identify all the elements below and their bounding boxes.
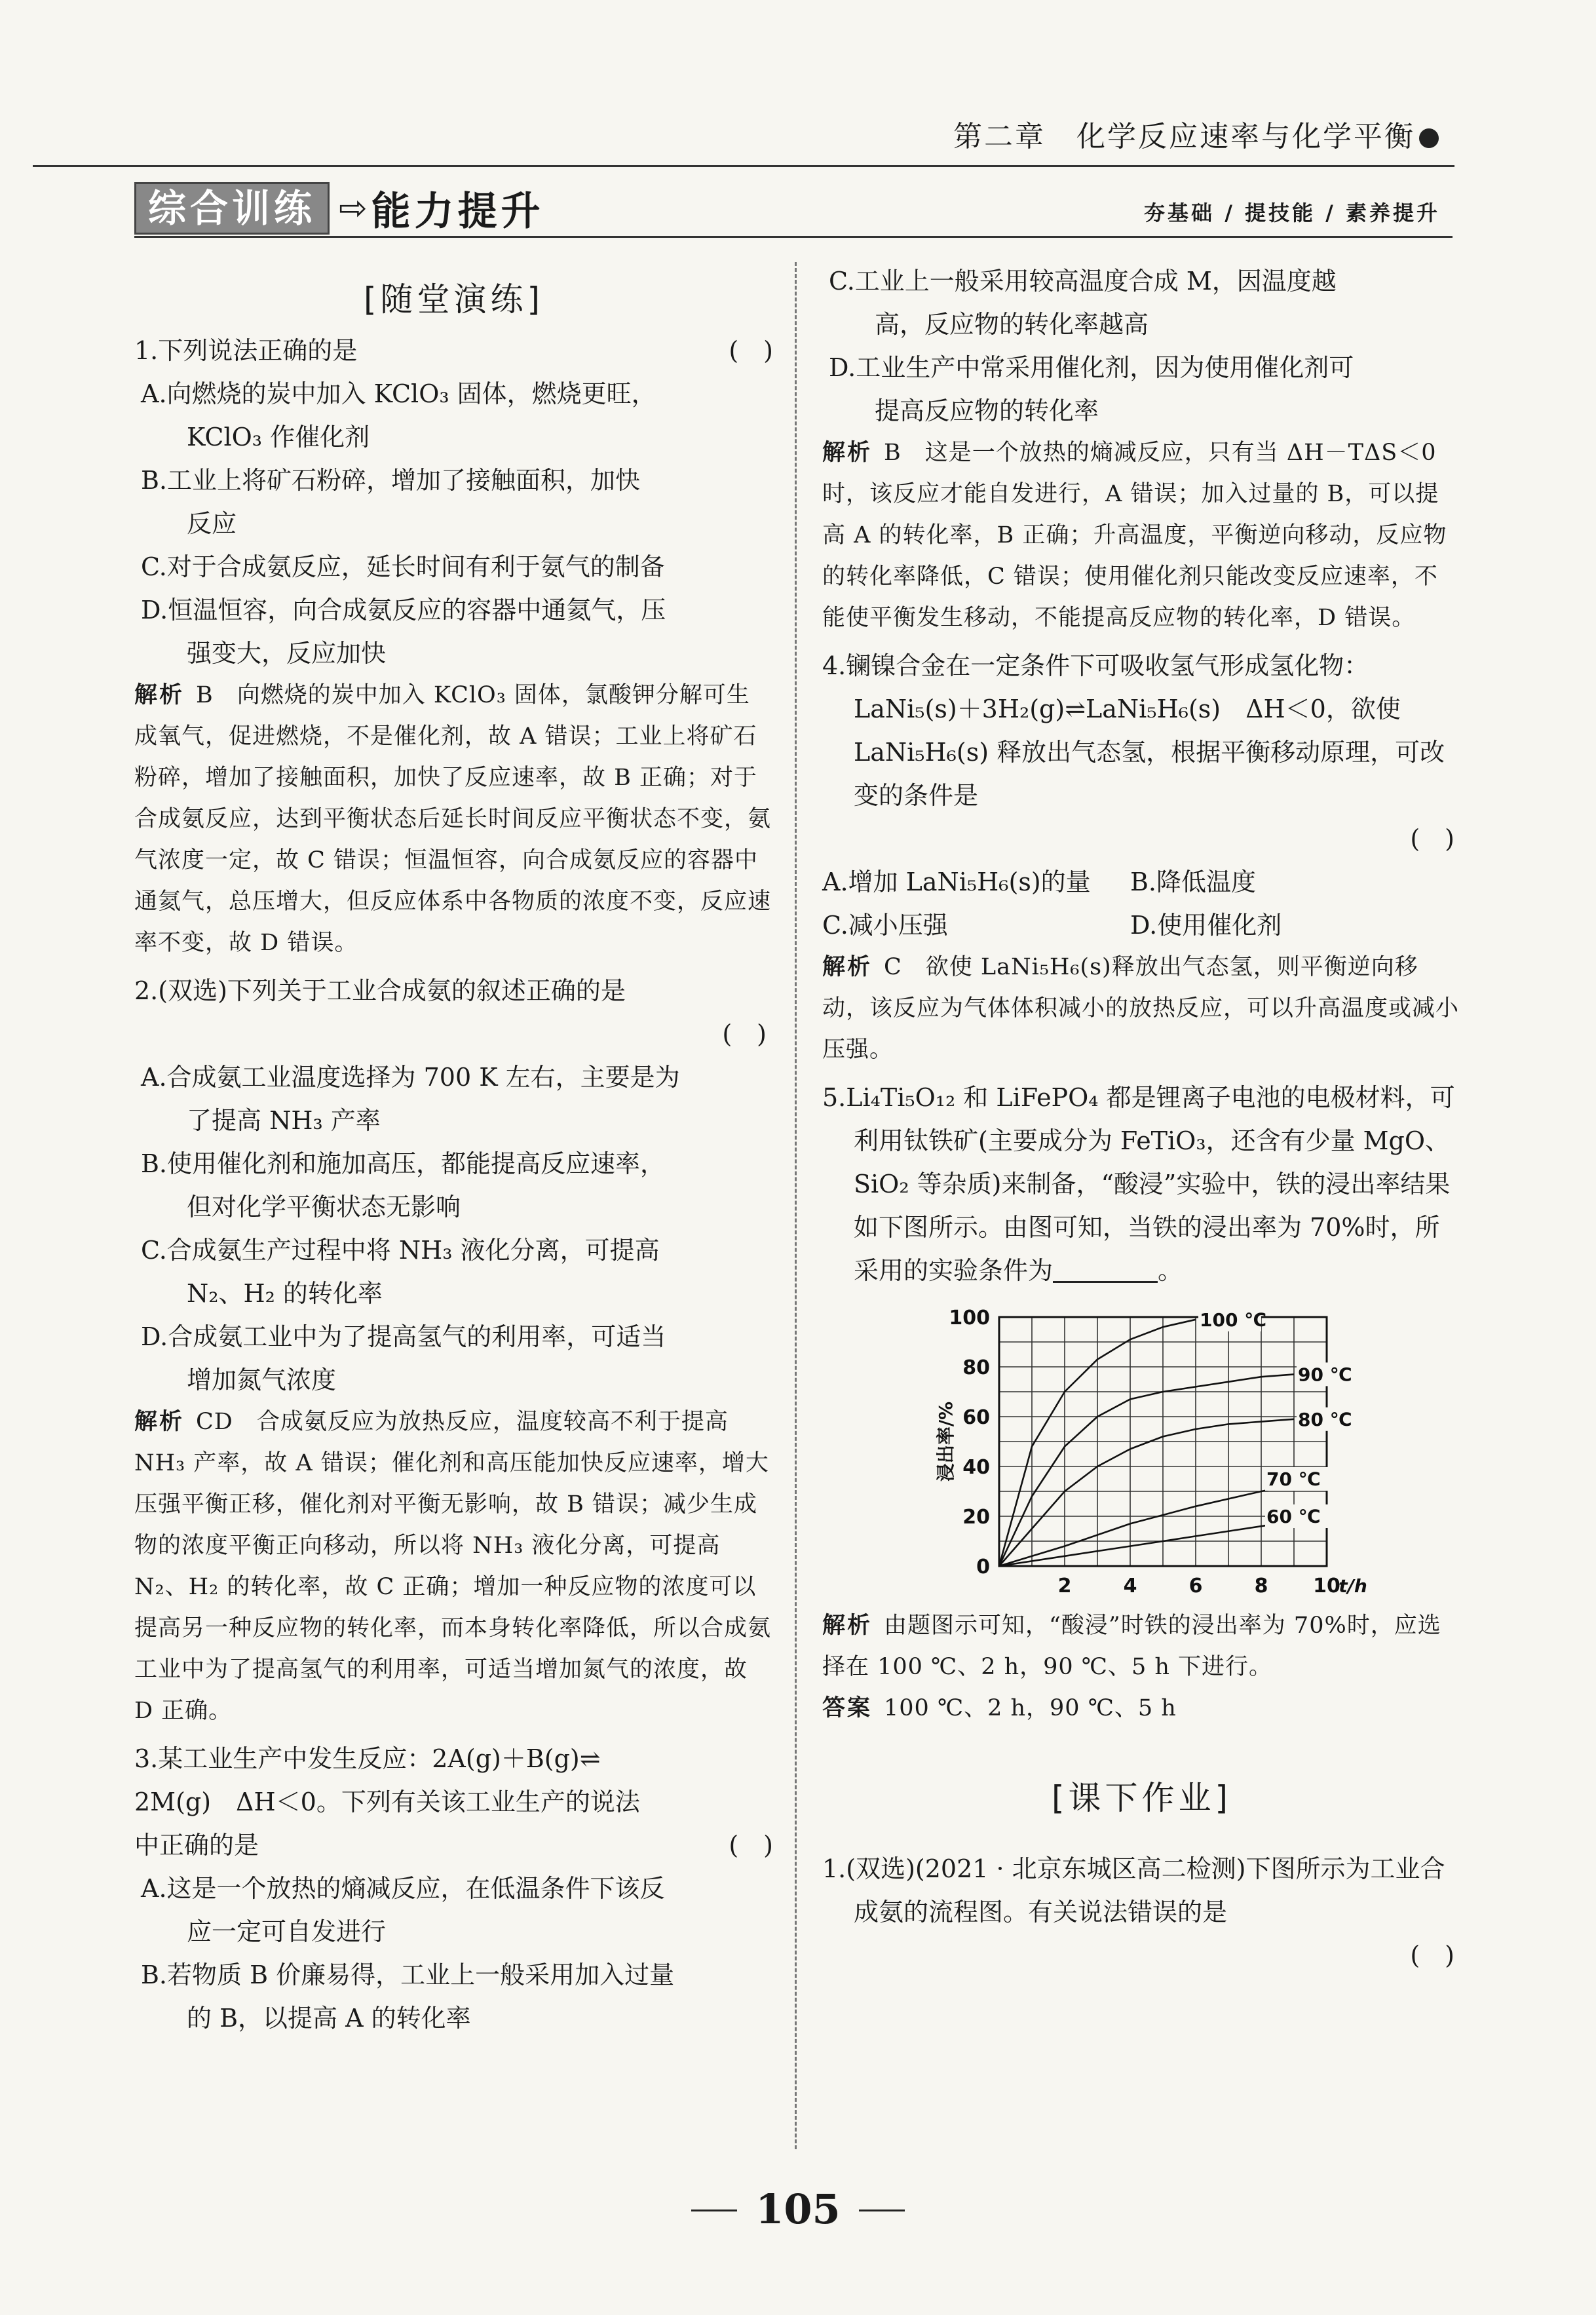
option-a: A.向燃烧的炭中加入 KClO₃ 固体，燃烧更旺， bbox=[141, 379, 656, 408]
answer-blank[interactable] bbox=[1053, 1255, 1158, 1283]
series-label: 60 ℃ bbox=[1266, 1506, 1321, 1527]
option-d-cont: 增加氮气浓度 bbox=[187, 1366, 337, 1394]
option-c: C.对于合成氨反应，延长时间有利于氨气的制备 bbox=[141, 552, 665, 581]
header-rule bbox=[33, 165, 1454, 167]
option-c-cont: 高，反应物的转化率越高 bbox=[875, 310, 1149, 339]
option-c: C.工业上一般采用较高温度合成 M，因温度越 bbox=[829, 267, 1337, 296]
question-5 bbox=[822, 1076, 1461, 1729]
question-2 bbox=[134, 969, 773, 1732]
option-c: C.减小压强 bbox=[822, 911, 948, 940]
answer-paren: ( ) bbox=[1410, 824, 1454, 853]
series-label: 80 ℃ bbox=[1298, 1408, 1352, 1430]
question-3-cont bbox=[822, 259, 1461, 639]
question-3 bbox=[134, 1737, 773, 2040]
bullet-icon bbox=[1419, 128, 1439, 148]
analysis: 解析 CD 合成氨反应为放热反应，温度较高不利于提高 NH₃ 产率，故 A 错误；催化剂和高压能加快反应速率，增大压强平衡正移，催化剂对平衡无影响，故 B 错误；减少生成物的浓度平衡正向移动，所以将 NH₃ 液化分离，可提高 N₂、H₂ 的转化率，故 C 正确；增加一种反应物的浓度可以提高另一种反应物的转化率，而本身转化率降低，所以合成氨工业中为了提高氢气的利用率，可适当增加氮气的浓度，故 D 正确。 bbox=[134, 1409, 772, 1724]
x-tick-label: 2 bbox=[1057, 1575, 1072, 1598]
x-tick-label: 4 bbox=[1123, 1575, 1137, 1598]
question-stem: 4.镧镍合金在一定条件下可吸收氢气形成氢化物：LaNi₅(s)＋3H₂(g)⇌LaNi₅H₆(s) ΔH＜0，欲使 LaNi₅H₆(s) 释放出气态氢，根据平衡移动原理，可改变的条件是 bbox=[822, 651, 1445, 810]
option-d-cont: 提高反应物的转化率 bbox=[875, 396, 1099, 425]
chapter-header: 第二章 化学反应速率与化学平衡 bbox=[953, 113, 1439, 155]
chart-ticks bbox=[949, 1307, 1340, 1598]
column-divider bbox=[795, 262, 797, 2149]
option-a-cont: KClO₃ 作催化剂 bbox=[187, 423, 370, 451]
series-label: 90 ℃ bbox=[1298, 1364, 1352, 1386]
banner-tagline: 夯基础 / 提技能 / 素养提升 bbox=[1144, 201, 1440, 225]
option-d: D.恒温恒容，向合成氨反应的容器中通氦气，压 bbox=[141, 596, 666, 624]
options-row-2 bbox=[822, 904, 1461, 947]
option-b: B.若物质 B 价廉易得，工业上一般采用加入过量 bbox=[141, 1961, 675, 1989]
section-banner bbox=[134, 182, 544, 235]
question-stem: 5.Li₄Ti₅O₁₂ 和 LiFePO₄ 都是锂离子电池的电极材料，可利用钛铁矿(主要成分为 FeTiO₃，还含有少量 MgO、SiO₂ 等杂质)来制备，“酸浸”实验中，铁的浸出率结果如下图所示。由图可知，当铁的浸出率为 70%时，所采用的实验条件为 。 bbox=[822, 1083, 1455, 1285]
y-axis-label: 浸出率/% bbox=[935, 1401, 957, 1482]
question-stem: 3.某工业生产中发生反应：2A(g)＋B(g)⇌ bbox=[134, 1744, 601, 1773]
chart-grid bbox=[999, 1317, 1327, 1566]
option-d: D.合成氨工业中为了提高氢气的利用率，可适当 bbox=[141, 1322, 666, 1351]
option-b: B.使用催化剂和施加高压，都能提高反应速率， bbox=[141, 1149, 666, 1178]
option-a: A.这是一个放热的熵减反应，在低温条件下该反 bbox=[141, 1874, 665, 1903]
arrow-right-icon: ⇨ bbox=[339, 189, 368, 228]
x-axis-label: t/h bbox=[1339, 1575, 1367, 1597]
series-line bbox=[999, 1374, 1294, 1566]
answer-paren: ( ) bbox=[722, 1020, 767, 1048]
right-column bbox=[822, 259, 1461, 1977]
banner-title: 能力提升 bbox=[371, 189, 544, 235]
homework-question-1 bbox=[822, 1847, 1461, 1977]
banner-rule bbox=[134, 236, 1453, 238]
x-tick-label: 8 bbox=[1254, 1575, 1268, 1598]
series-label: 100 ℃ bbox=[1200, 1309, 1267, 1331]
page-number: 105 bbox=[0, 2185, 1596, 2233]
y-tick-label: 100 bbox=[949, 1307, 990, 1330]
option-d: D.工业生产中常采用催化剂，因为使用催化剂可 bbox=[829, 353, 1354, 382]
series-label: 70 ℃ bbox=[1266, 1468, 1321, 1490]
x-tick-label: 6 bbox=[1188, 1575, 1203, 1598]
answer-paren: ( ) bbox=[1410, 1941, 1454, 1970]
option-a: A.增加 LaNi₅H₆(s)的量 bbox=[822, 868, 1091, 896]
option-d: D.使用催化剂 bbox=[1130, 911, 1282, 940]
option-d-cont: 强变大，反应加快 bbox=[187, 639, 387, 668]
option-b: B.工业上将矿石粉碎，增加了接触面积，加快 bbox=[141, 466, 641, 495]
analysis: 解析 由题图示可知，“酸浸”时铁的浸出率为 70%时，应选择在 100 ℃、2 h，90 ℃、5 h 下进行。 bbox=[822, 1613, 1441, 1680]
option-c: C.合成氨生产过程中将 NH₃ 液化分离，可提高 bbox=[141, 1236, 660, 1265]
question-1 bbox=[134, 329, 773, 964]
option-a-cont: 了提高 NH₃ 产率 bbox=[187, 1106, 381, 1135]
option-c-cont: N₂、H₂ 的转化率 bbox=[187, 1279, 383, 1308]
question-stem-cont: 2M(g) ΔH＜0。下列有关该工业生产的说法 bbox=[134, 1788, 640, 1816]
question-stem: 2.(双选)下列关于工业合成氨的叙述正确的是 bbox=[134, 976, 626, 1005]
y-tick-label: 20 bbox=[962, 1506, 990, 1529]
analysis: 解析 B 这是一个放热的熵减反应，只有当 ΔH－TΔS＜0 时，该反应才能自发进行，A 错误；加入过量的 B，可以提高 A 的转化率，B 正确；升高温度，平衡逆向移动，反应物的转化率降低，C 错误；使用催化剂只能改变反应速率，不能使平衡发生移动，不能提高反应物的转化率，D 错误。 bbox=[822, 440, 1447, 631]
option-b: B.降低温度 bbox=[1130, 868, 1257, 896]
option-b-cont: 的 B，以提高 A 的转化率 bbox=[187, 2004, 471, 2033]
question-stem: 1.(双选)(2021 · 北京东城区高二检测)下图所示为工业合成氨的流程图。有关说法错误的是 bbox=[822, 1854, 1445, 1926]
analysis: 解析 C 欲使 LaNi₅H₆(s)释放出气态氢，则平衡逆向移动，该反应为气体体积减小的放热反应，可以升高温度或减小压强。 bbox=[822, 954, 1460, 1063]
y-tick-label: 40 bbox=[962, 1456, 990, 1479]
question-stem-end: 中正确的是 bbox=[134, 1831, 259, 1860]
option-a-cont: 应一定可自发进行 bbox=[187, 1917, 387, 1946]
answer-paren: ( ) bbox=[729, 1831, 773, 1860]
leaching-rate-chart bbox=[822, 1304, 1464, 1599]
section-title-homework: [课下作业] bbox=[1051, 1779, 1232, 1817]
question-4 bbox=[822, 644, 1461, 1071]
y-tick-label: 0 bbox=[976, 1556, 990, 1578]
y-tick-label: 60 bbox=[962, 1406, 990, 1429]
left-column bbox=[134, 270, 773, 2040]
option-a: A.合成氨工业温度选择为 700 K 左右，主要是为 bbox=[141, 1063, 680, 1092]
answer-paren: ( ) bbox=[729, 336, 773, 365]
x-tick-label: 10 bbox=[1313, 1575, 1340, 1598]
option-b-cont: 反应 bbox=[187, 509, 237, 538]
banner-label: 综合训练 bbox=[134, 182, 330, 235]
analysis: 解析 B 向燃烧的炭中加入 KClO₃ 固体，氯酸钾分解可生成氧气，促进燃烧，不是催化剂，故 A 错误；工业上将矿石粉碎，增加了接触面积，加快了反应速率，故 B 正确；对于合成氨反应，达到平衡状态后延长时间反应平衡状态不变，氨气浓度一定，故 C 错误；恒温恒容，向合成氨反应的容器中通氦气，总压增大，但反应体系中各物质的浓度不变，反应速率不变，故 D 错误。 bbox=[134, 682, 772, 956]
y-tick-label: 80 bbox=[962, 1356, 990, 1379]
chart-svg bbox=[822, 1304, 1464, 1599]
question-stem: 1.下列说法正确的是 bbox=[134, 336, 358, 365]
options-row-1 bbox=[822, 860, 1461, 904]
section-title-practice: [随堂演练] bbox=[363, 280, 544, 318]
answer-key: 答案 100 ℃、2 h，90 ℃、5 h bbox=[822, 1695, 1177, 1721]
option-b-cont: 但对化学平衡状态无影响 bbox=[187, 1193, 461, 1221]
